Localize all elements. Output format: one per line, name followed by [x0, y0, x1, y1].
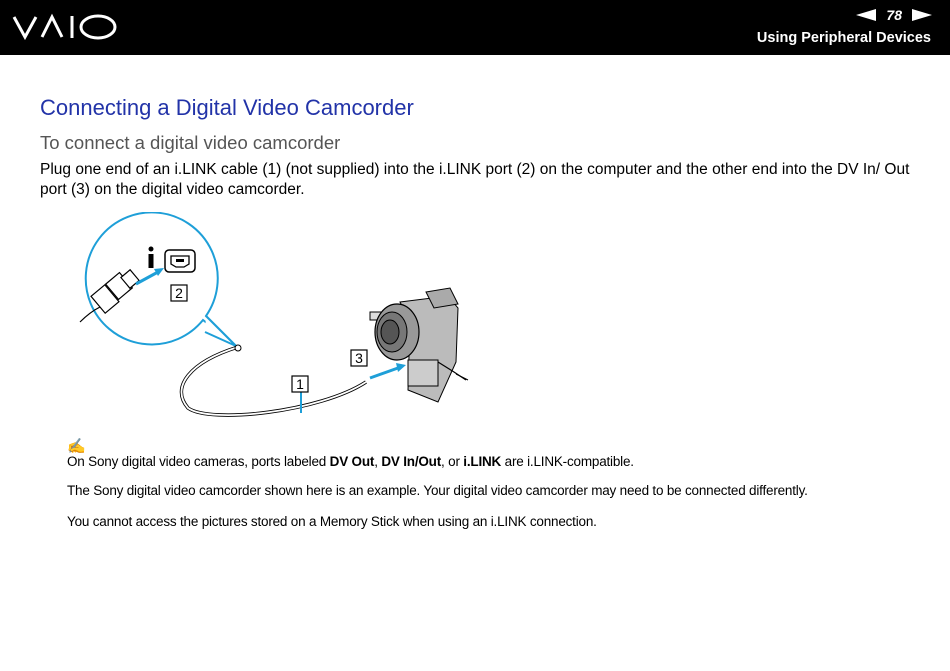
callout-label-3: 3	[355, 350, 363, 366]
ilink-port-icon	[165, 250, 195, 272]
section-title: Using Peripheral Devices	[756, 30, 931, 46]
notes-section	[67, 437, 897, 529]
left-arrow-icon[interactable]	[856, 9, 876, 21]
page-number: 78	[886, 7, 902, 23]
ilink-cable	[181, 345, 366, 415]
page-navigation	[856, 7, 932, 23]
ilink-symbol-icon	[149, 247, 154, 269]
note-ports-compatible: On Sony digital video cameras, ports labeled DV Out, DV In/Out, or i.LINK are i.LINK-compatible.	[67, 454, 634, 469]
pencil-note-icon: ✍	[67, 438, 86, 455]
instruction-text: Plug one end of an i.LINK cable (1) (not supplied) into the i.LINK port (2) on the computer and the other end into the DV In/ Out port (3) on the digital video camcorder.	[40, 161, 910, 198]
header-bar	[0, 0, 950, 55]
page-subtitle: To connect a digital video camcorder	[40, 132, 341, 153]
note-camcorder-example: The Sony digital video camcorder shown here is an example. Your digital video camcorder may need to be connected differently.	[67, 483, 808, 498]
page-title: Connecting a Digital Video Camcorder	[40, 95, 414, 120]
callout-label-1: 1	[296, 376, 304, 392]
vaio-logo	[12, 13, 120, 41]
callout-label-2: 2	[175, 285, 183, 301]
connection-illustration	[70, 212, 480, 422]
right-arrow-icon[interactable]	[912, 9, 932, 21]
note-memory-stick: You cannot access the pictures stored on a Memory Stick when using an i.LINK connection.	[67, 514, 597, 529]
magnified-port-callout	[80, 212, 236, 346]
camcorder-illustration	[370, 288, 468, 402]
